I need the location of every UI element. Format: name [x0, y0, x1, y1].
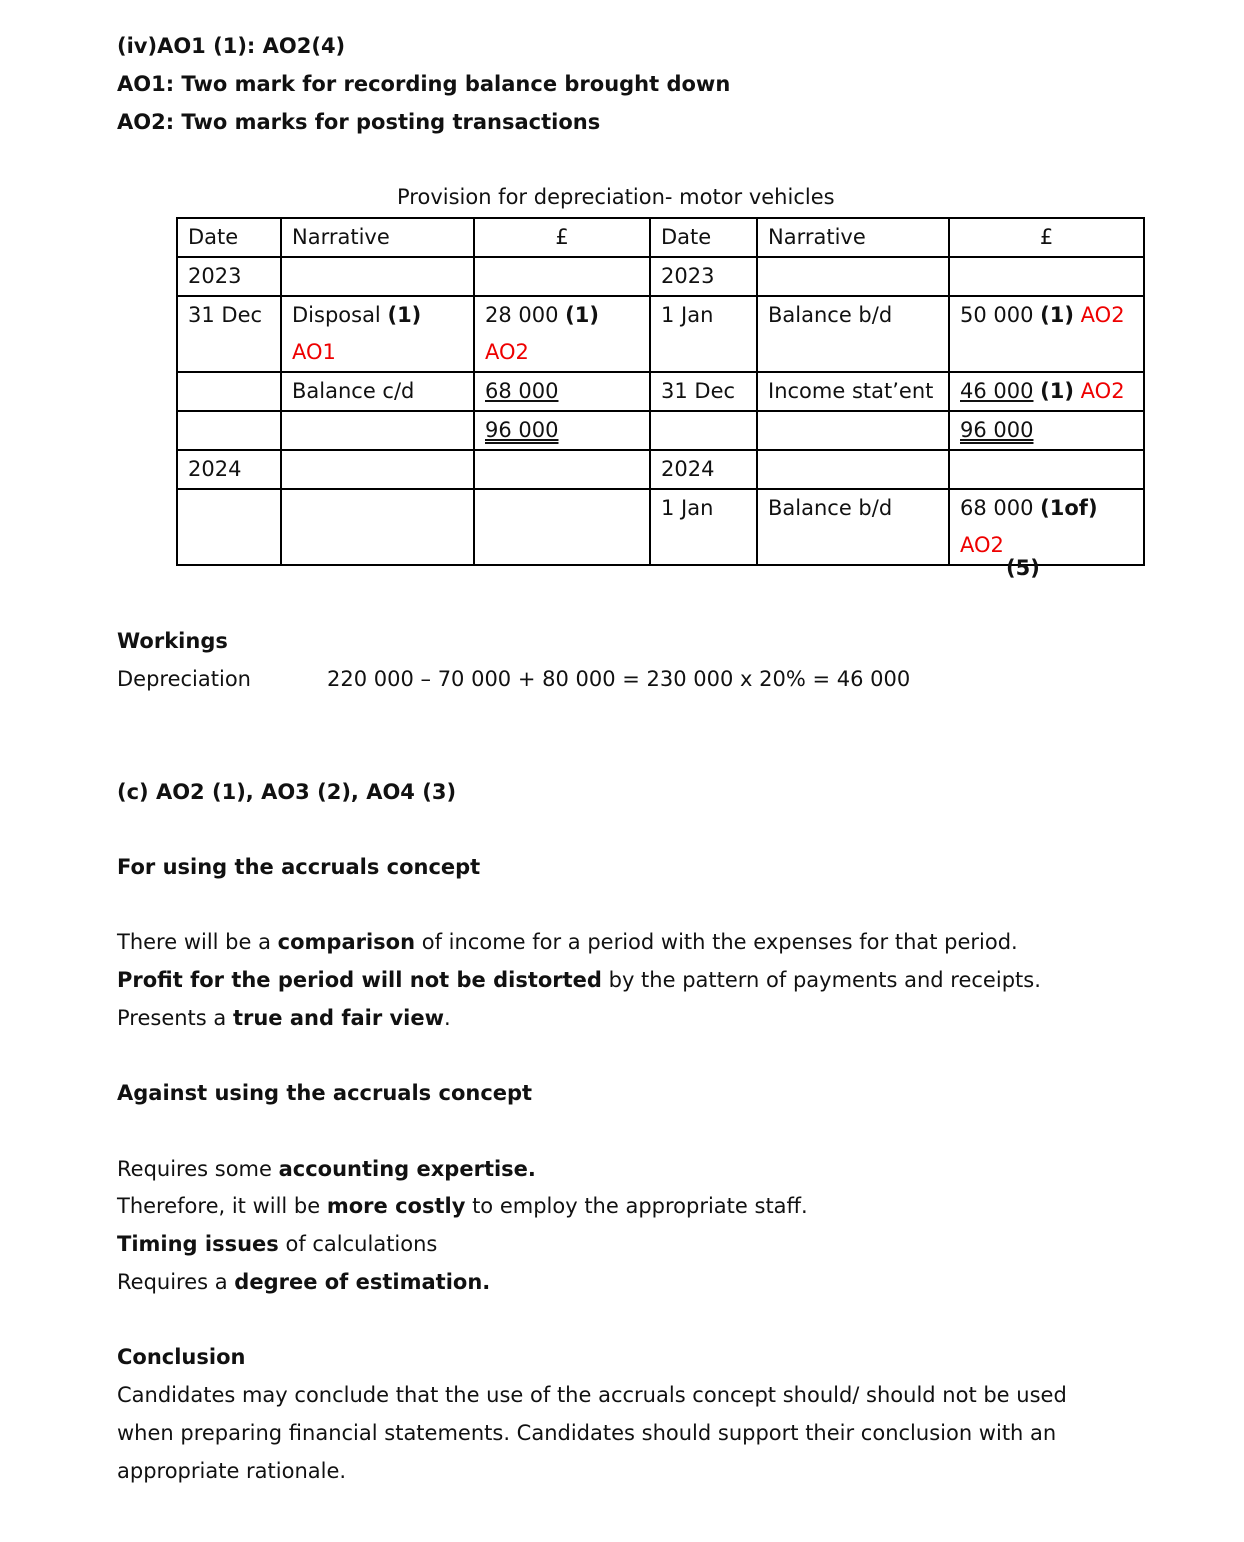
conclusion-line: appropriate rationale.: [117, 1459, 347, 1483]
cell: Balance b/d: [757, 296, 949, 372]
against-title: Against using the accruals concept: [117, 1081, 533, 1105]
conclusion-line: Candidates may conclude that the use of the accruals concept should/ should not be used: [117, 1383, 1067, 1407]
header-date: Date: [177, 218, 281, 257]
cell: 96 000: [474, 411, 650, 450]
cell: 2024: [177, 450, 281, 489]
question-marks: (iv)AO1 (1): AO2(4): [117, 34, 346, 58]
against-point: Requires a degree of estimation.: [117, 1270, 491, 1294]
cell: 31 Dec: [177, 296, 281, 372]
conclusion-title: Conclusion: [117, 1345, 246, 1369]
header-amount: £: [949, 218, 1144, 257]
for-point: Presents a true and fair view.: [117, 1006, 451, 1030]
cell: 2024: [650, 450, 757, 489]
section-c-heading: (c) AO2 (1), AO3 (2), AO4 (3): [117, 780, 457, 804]
table-row: [177, 489, 1144, 565]
header-amount: £: [474, 218, 650, 257]
cell: 68 000: [474, 372, 650, 411]
ao2-note: AO2: Two marks for posting transactions: [117, 110, 601, 134]
cell: 1 Jan: [650, 489, 757, 565]
ao1-note: AO1: Two mark for recording balance brought down: [117, 72, 731, 96]
cell: Balance b/d: [757, 489, 949, 565]
table-row: [177, 257, 1144, 296]
for-point: There will be a comparison of income for a period with the expenses for that period.: [117, 930, 1018, 954]
totals-row: [177, 411, 1144, 450]
ledger-table: [176, 217, 1145, 566]
table-row: [177, 296, 1144, 372]
cell: Income stat’ent: [757, 372, 949, 411]
cell: 96 000: [949, 411, 1144, 450]
cell: Balance c/d: [281, 372, 474, 411]
against-point: Therefore, it will be more costly to employ the appropriate staff.: [117, 1194, 808, 1218]
for-point: Profit for the period will not be distorted by the pattern of payments and receipts.: [117, 968, 1041, 992]
conclusion-line: when preparing financial statements. Candidates should support their conclusion with an: [117, 1421, 1057, 1445]
workings-title: Workings: [117, 629, 228, 653]
cell: 2023: [177, 257, 281, 296]
table-row: [177, 372, 1144, 411]
cell: 50 000 (1) AO2: [949, 296, 1144, 372]
against-point: Requires some accounting expertise.: [117, 1157, 536, 1181]
table-header-row: [177, 218, 1144, 257]
for-title: For using the accruals concept: [117, 855, 481, 879]
header-narrative: Narrative: [281, 218, 474, 257]
cell: 68 000 (1of) AO2: [949, 489, 1144, 565]
table-marks: (5): [1006, 556, 1040, 580]
table-row: [177, 450, 1144, 489]
against-point: Timing issues of calculations: [117, 1232, 438, 1256]
header-date: Date: [650, 218, 757, 257]
table-title: Provision for depreciation- motor vehicles: [397, 185, 835, 209]
cell: Disposal (1) AO1: [281, 296, 474, 372]
workings-calc: 220 000 – 70 000 + 80 000 = 230 000 x 20% = 46 000: [327, 667, 911, 691]
cell: 28 000 (1) AO2: [474, 296, 650, 372]
cell: 31 Dec: [650, 372, 757, 411]
cell: 46 000 (1) AO2: [949, 372, 1144, 411]
cell: 2023: [650, 257, 757, 296]
cell: 1 Jan: [650, 296, 757, 372]
header-narrative: Narrative: [757, 218, 949, 257]
workings-label: Depreciation: [117, 667, 251, 691]
